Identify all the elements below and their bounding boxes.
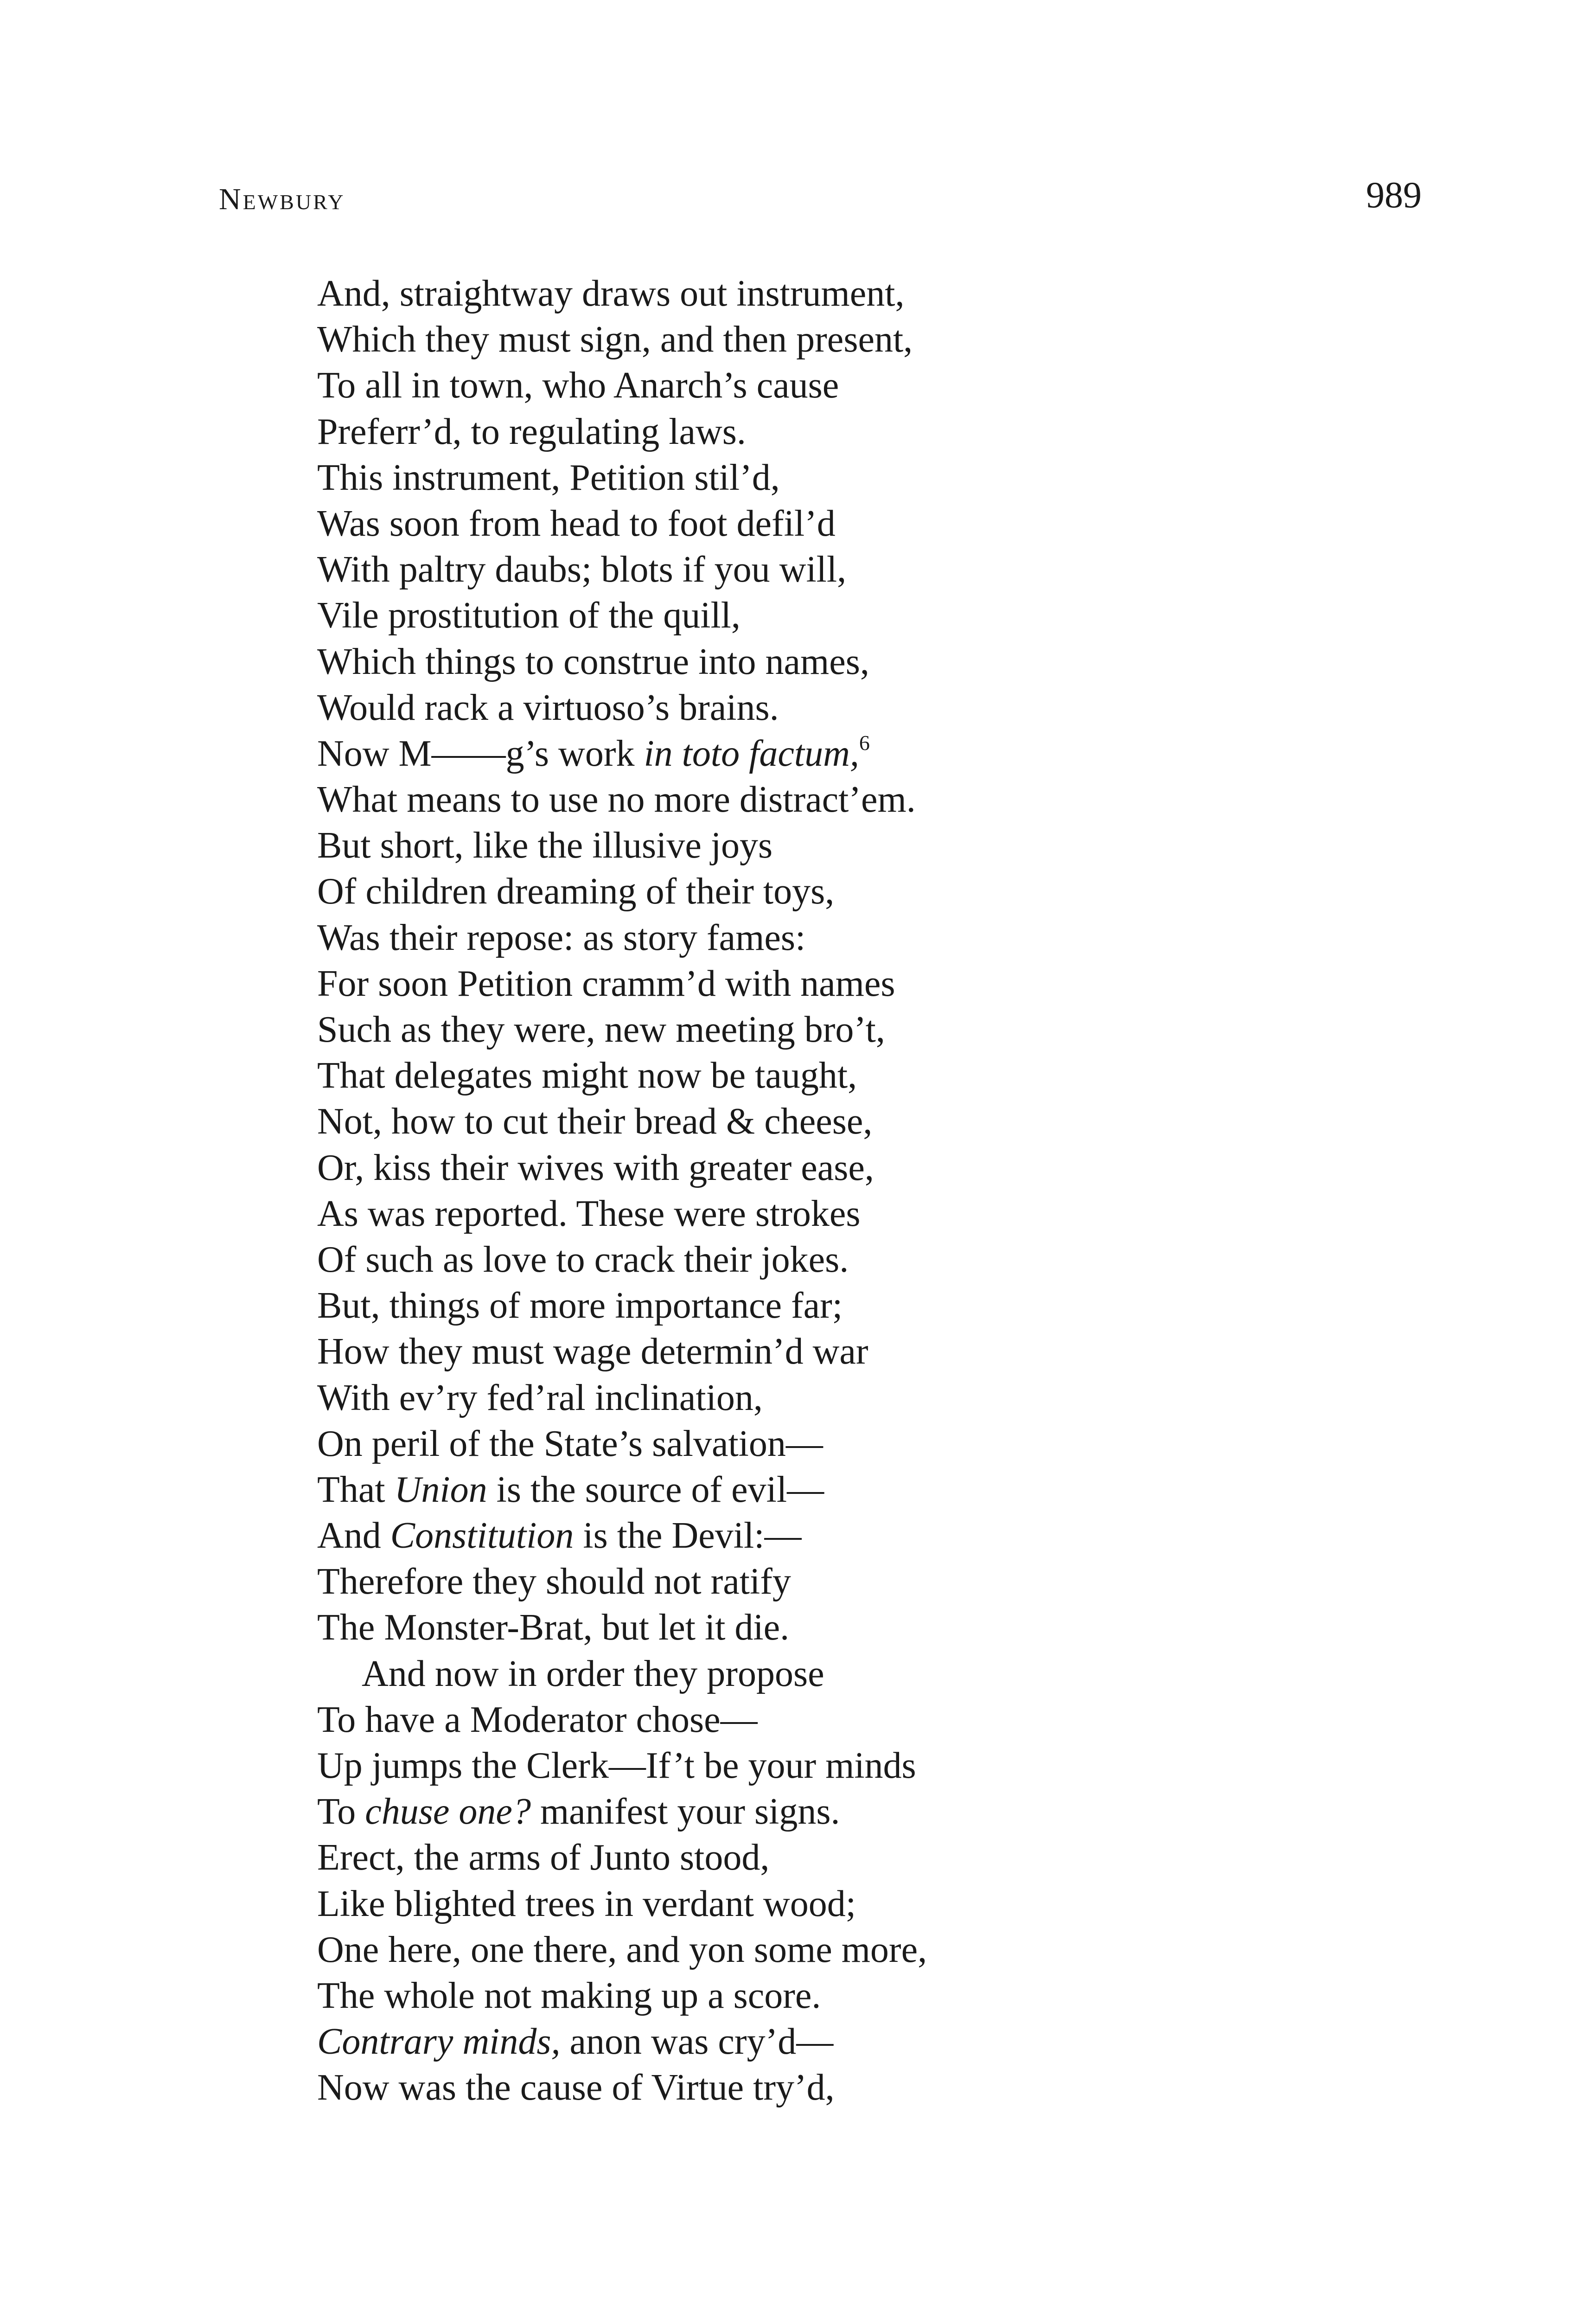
line-text: With ev’ry fed’ral inclination, bbox=[317, 1377, 763, 1418]
line-text: is the Devil:— bbox=[574, 1515, 802, 1557]
poem-line bbox=[317, 961, 927, 1007]
line-text: Was soon from head to foot defil’d bbox=[317, 503, 836, 544]
poem-line bbox=[317, 455, 927, 501]
line-text: Up jumps the Clerk—If’t be your minds bbox=[317, 1745, 916, 1786]
poem-line bbox=[317, 409, 927, 455]
poem-body bbox=[317, 271, 927, 2111]
line-text: Or, kiss their wives with greater ease, bbox=[317, 1147, 874, 1188]
line-text: With paltry daubs; blots if you will, bbox=[317, 549, 847, 590]
line-text: anon was cry’d— bbox=[560, 2021, 834, 2063]
line-text: Now M——g’s work bbox=[317, 733, 644, 774]
line-text: The Monster-Brat, but let it die. bbox=[317, 1607, 790, 1648]
line-text: Which things to construe into names, bbox=[317, 641, 869, 682]
line-text: Now was the cause of Virtue try’d, bbox=[317, 2067, 835, 2108]
line-text: manifest your signs. bbox=[530, 1791, 840, 1832]
footnote-marker: 6 bbox=[859, 730, 870, 755]
poem-line bbox=[317, 1605, 927, 1651]
poem-line bbox=[317, 1513, 927, 1559]
line-text: The whole not making up a score. bbox=[317, 1975, 821, 2016]
line-text: And bbox=[317, 1515, 390, 1557]
line-text: How they must wage determin’d war bbox=[317, 1331, 868, 1372]
poem-line bbox=[317, 1651, 927, 1697]
poem-line bbox=[317, 915, 927, 961]
line-text: Of such as love to crack their jokes. bbox=[317, 1239, 849, 1280]
italic-text: Contrary minds, bbox=[317, 2021, 561, 2063]
line-text: Erect, the arms of Junto stood, bbox=[317, 1837, 770, 1878]
poem-line bbox=[317, 1283, 927, 1329]
poem-line bbox=[317, 1007, 927, 1053]
poem-line bbox=[317, 1237, 927, 1283]
line-text: Therefore they should not ratify bbox=[317, 1561, 791, 1602]
italic-text: chuse one? bbox=[365, 1791, 531, 1832]
line-text: Would rack a virtuoso’s brains. bbox=[317, 687, 779, 728]
line-text: Was their repose: as story fames: bbox=[317, 917, 806, 958]
line-text: Vile prostitution of the quill, bbox=[317, 595, 741, 636]
poem-line bbox=[317, 1191, 927, 1237]
line-text: But, things of more importance far; bbox=[317, 1285, 843, 1326]
line-text: On peril of the State’s salvation— bbox=[317, 1423, 823, 1464]
poem-line bbox=[317, 1375, 927, 1421]
poem-line bbox=[317, 1789, 927, 1835]
poem-line bbox=[317, 1743, 927, 1789]
poem-line bbox=[317, 501, 927, 547]
poem-line bbox=[317, 1053, 927, 1099]
poem-line bbox=[317, 731, 927, 777]
poem-line bbox=[317, 639, 927, 685]
poem-line bbox=[317, 685, 927, 731]
poem-line bbox=[317, 1145, 927, 1191]
poem-line bbox=[317, 1467, 927, 1513]
line-text: Not, how to cut their bread & cheese, bbox=[317, 1101, 873, 1142]
poem-line bbox=[317, 363, 927, 409]
poem-line bbox=[317, 1835, 927, 1881]
italic-text: Union bbox=[394, 1469, 487, 1510]
poem-line bbox=[317, 1697, 927, 1743]
line-text: Which they must sign, and then present, bbox=[317, 319, 913, 360]
poem-line bbox=[317, 2065, 927, 2111]
poem-line bbox=[317, 1099, 927, 1145]
line-text: That bbox=[317, 1469, 395, 1510]
poem-line bbox=[317, 823, 927, 869]
italic-text: in toto factum, bbox=[644, 733, 859, 774]
line-text: Preferr’d, to regulating laws. bbox=[317, 411, 746, 452]
line-text: To have a Moderator chose— bbox=[317, 1699, 758, 1740]
line-text: To bbox=[317, 1791, 365, 1832]
running-head: Newbury bbox=[219, 182, 345, 216]
line-text: One here, one there, and yon some more, bbox=[317, 1929, 927, 1970]
line-text: But short, like the illusive joys bbox=[317, 825, 773, 866]
poem-line bbox=[317, 1881, 927, 1927]
poem-line bbox=[317, 547, 927, 593]
poem-line bbox=[317, 317, 927, 363]
poem-line bbox=[317, 1421, 927, 1467]
line-text: What means to use no more distract’em. bbox=[317, 779, 916, 820]
poem-line bbox=[317, 2019, 927, 2065]
line-text: This instrument, Petition stil’d, bbox=[317, 457, 780, 498]
poem-line bbox=[317, 271, 927, 317]
line-text: And now in order they propose bbox=[362, 1653, 824, 1694]
line-text: As was reported. These were strokes bbox=[317, 1193, 861, 1234]
line-text: is the source of evil— bbox=[487, 1469, 824, 1510]
poem-line bbox=[317, 593, 927, 639]
poem-line bbox=[317, 1329, 927, 1375]
page-number: 989 bbox=[1366, 175, 1422, 216]
line-text: To all in town, who Anarch’s cause bbox=[317, 365, 839, 406]
line-text: For soon Petition cramm’d with names bbox=[317, 963, 895, 1004]
poem-line bbox=[317, 1927, 927, 1973]
line-text: Like blighted trees in verdant wood; bbox=[317, 1883, 856, 1924]
line-text: And, straightway draws out instrument, bbox=[317, 273, 905, 314]
poem-line bbox=[317, 1559, 927, 1605]
line-text: That delegates might now be taught, bbox=[317, 1055, 857, 1096]
poem-line bbox=[317, 1973, 927, 2019]
line-text: Of children dreaming of their toys, bbox=[317, 871, 835, 912]
poem-line bbox=[317, 869, 927, 915]
italic-text: Constitution bbox=[390, 1515, 574, 1557]
poem-line bbox=[317, 777, 927, 823]
line-text: Such as they were, new meeting bro’t, bbox=[317, 1009, 885, 1050]
